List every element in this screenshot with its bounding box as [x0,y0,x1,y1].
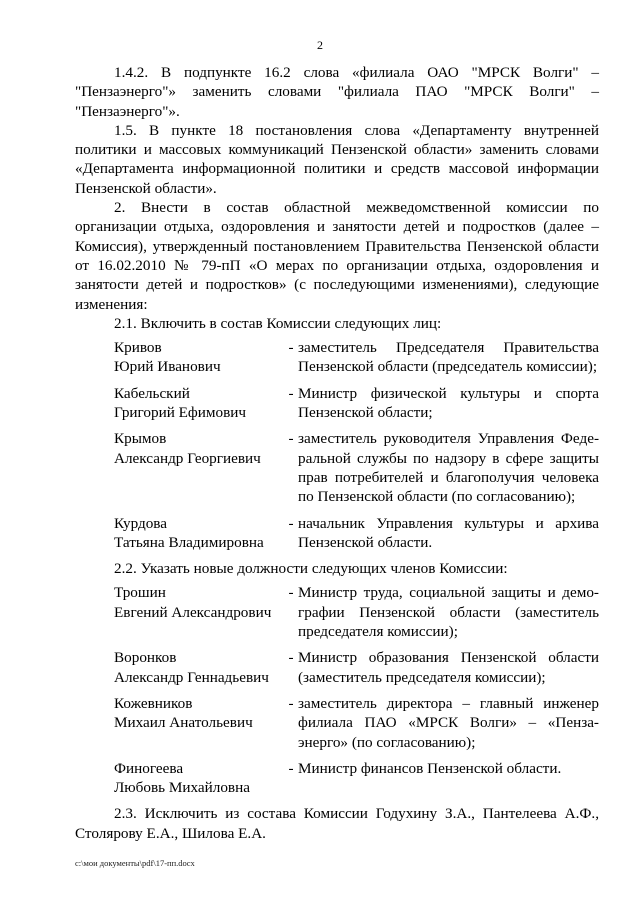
paragraph-1-4-2: 1.4.2. В подпункте 16.2 слова «филиала ОАО "МРСК Волги" – "Пензаэнерго"» заменить словами "филиала ПАО "МРСК Волги" – "Пензаэнерго"». [75,64,599,120]
dash-separator: - [288,339,294,357]
member-row [75,583,599,641]
member-row [75,384,599,423]
member-given-names: Михаил Анатольевич [114,714,253,732]
member-position: заместитель руководителя Управления Феде-ральной службы по надзору в сфере защиты прав потребителей и благополучия человека по Пензенской области (по согласованию); [298,430,599,506]
member-name [75,583,284,641]
member-name [75,759,284,798]
member-surname: Трошин [114,584,166,602]
member-position: Министр образования Пензенской области (заместитель председателя комиссии); [298,649,599,686]
include-members-list [75,338,599,552]
member-position: Министр труда, социальной защиты и демо-графии Пензенской области (заместитель председателя комиссии); [298,584,599,641]
member-given-names: Евгений Александрович [114,603,272,621]
member-given-names: Юрий Иванович [114,358,221,376]
member-name [75,514,284,553]
member-given-names: Александр Геннадьевич [114,668,269,686]
dash-separator: - [288,384,294,402]
dash-separator: - [288,430,294,448]
paragraph-2-3: 2.3. Исключить из состава Комиссии Годухину З.А., Пантелеева А.Ф., Столярову Е.А., Шилова Е.А. [75,805,599,842]
member-name [75,338,284,377]
file-path-footer: c:\мои документы\pdf\17-пп.docx [75,858,195,868]
member-surname: Крымов [114,430,167,448]
member-position: Министр финансов Пензенской области. [298,759,562,777]
member-name [75,648,284,687]
member-given-names: Григорий Ефимович [114,404,247,422]
member-row [75,648,599,687]
member-surname: Кривов [114,339,162,357]
member-row [75,514,599,553]
member-position: заместитель директора – главный инженер филиала ПАО «МРСК Волги» – «Пенза-энерго» (по согласованию); [298,694,599,751]
dash-separator: - [288,514,294,532]
member-name [75,429,284,506]
member-row [75,429,599,506]
member-given-names: Татьяна Владимировна [114,533,264,551]
document-body [75,63,599,843]
dash-separator: - [288,694,294,712]
member-name [75,384,284,423]
dash-separator: - [288,584,294,602]
member-surname: Финогеева [114,759,184,777]
member-row [75,338,599,377]
member-given-names: Александр Георгиевич [114,449,261,467]
dash-separator: - [288,759,294,777]
dash-separator: - [288,649,294,667]
member-position: начальник Управления культуры и архива Пензенской области. [298,514,599,551]
paragraph-2-1: 2.1. Включить в состав Комиссии следующих лиц: [114,314,442,332]
member-position: Министр физической культуры и спорта Пензенской области; [298,384,599,422]
member-row [75,759,599,798]
paragraph-2: 2. Внести в состав областной межведомственной комиссии по организации отдыха, оздоровления и занятости детей и подростков (далее – Комиссия), утвержденный постановлением Правительства Пензенской области от 16.02.2010 № 79-пП «О мерах по организации отдыха, оздоровления и занятости детей и подростков» (с последующими изменениями), следующие изменения: [75,199,599,313]
member-surname: Воронков [114,649,177,667]
page-number: 2 [317,38,323,52]
paragraph-1-5: 1.5. В пункте 18 постановления слова «Департаменту внутренней политики и массовых коммуникаций Пензенской области» заменить словами «Департамента информационной политики и средств массовой информации Пензенской области». [75,121,599,197]
member-position: заместитель Председателя Правительства Пензенской области (председатель комиссии); [298,339,599,376]
member-surname: Курдова [114,514,168,532]
member-given-names: Любовь Михайловна [114,779,250,797]
member-surname: Кожевников [114,694,193,712]
member-surname: Кабельский [114,384,190,402]
member-row [75,694,599,752]
paragraph-2-2: 2.2. Указать новые должности следующих членов Комиссии: [114,560,508,578]
changed-members-list [75,583,599,797]
member-name [75,694,284,752]
